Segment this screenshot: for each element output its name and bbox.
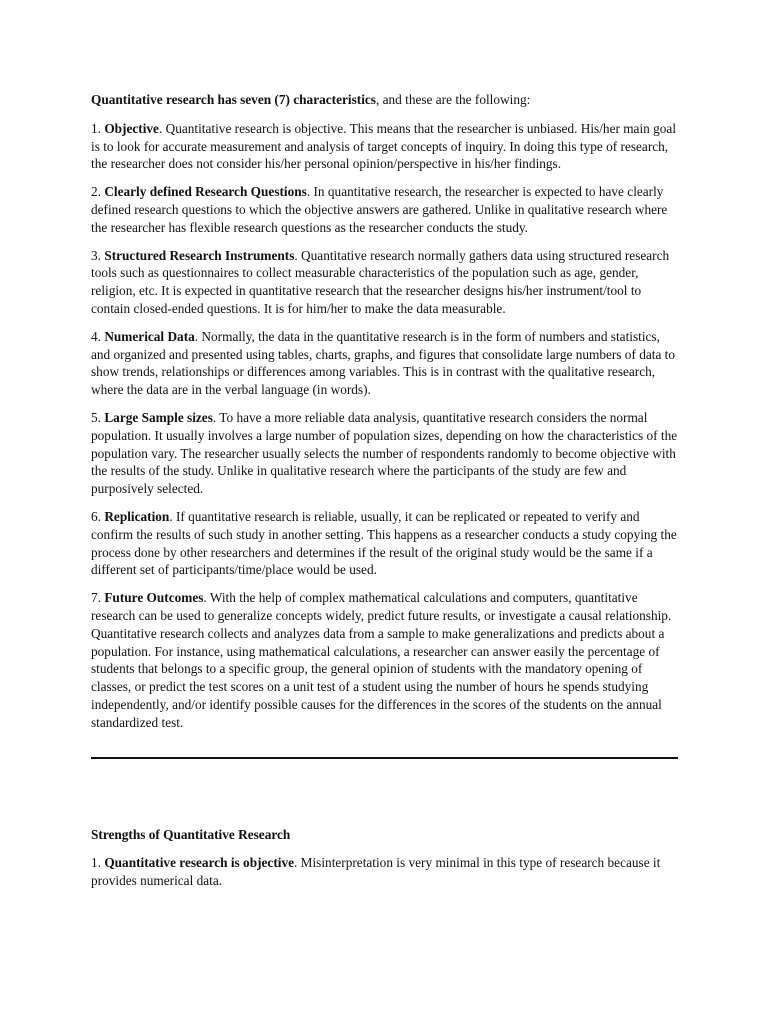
strengths-heading: Strengths of Quantitative Research	[91, 827, 291, 842]
item-title: Structured Research Instruments	[104, 247, 295, 263]
item-text: . In quantitative research, the researcher is expected to have clearly defined research questions to which the objective answers are gathered. Unlike in qualitative research where the researcher has flexible research questions as the researcher conducts the study.	[91, 184, 668, 235]
strength-item	[91, 854, 678, 890]
item-text: . Normally, the data in the quantitative research is in the form of numbers and statistics, and organized and presented using tables, charts, graphs, and figures that consolidate large numbers of data to show trends, relationships or differences among variables. This is in contrast with the qualitative research, where the data are in the verbal language (in words).	[91, 328, 676, 398]
characteristic-future-outcomes	[91, 589, 678, 731]
item-text: . Quantitative research normally gathers data using structured research tools such as questionnaires to collect measurable characteristics of the population such as age, gender, religion, etc. It is expected in quantitative research that the researcher designs his/her instrument/tool to contain closed-ended questions. It is for him/her to make the data measurable.	[91, 247, 670, 316]
document-body	[91, 91, 678, 742]
characteristic-objective	[91, 120, 678, 173]
item-title: Large Sample sizes	[104, 409, 213, 425]
intro-paragraph	[91, 91, 678, 109]
characteristic-numerical-data	[91, 328, 678, 399]
item-title: Clearly defined Research Questions	[104, 184, 307, 200]
characteristic-research-questions	[91, 183, 678, 236]
item-number: 3.	[91, 247, 101, 263]
characteristic-large-sample	[91, 409, 678, 498]
item-text: . To have a more reliable data analysis, quantitative research considers the normal population. It usually involves a large number of population sizes, depending on how the characteristics of the population vary. The researcher usually selects the number of respondents randomly to become objective with the results of the study. Unlike in qualitative research where the participants of the study are few and purposively selected.	[91, 409, 678, 497]
item-number: 4.	[91, 328, 101, 344]
item-text: . Quantitative research is objective. This means that the researcher is unbiased. His/her main goal is to look for accurate measurement and analysis of target concepts of inquiry. In doing this type of research, the researcher does not consider his/her personal opinion/perspective in his/her findings.	[91, 120, 677, 172]
item-title: Numerical Data	[104, 328, 195, 344]
strengths-section	[91, 826, 678, 899]
item-title: Replication	[104, 508, 170, 524]
item-title: Objective	[104, 120, 159, 136]
item-number: 7.	[91, 590, 101, 606]
intro-bold: Quantitative research has seven (7) characteristics	[91, 92, 376, 107]
intro-rest: , and these are the following:	[375, 92, 531, 107]
item-number: 1.	[91, 854, 101, 870]
item-text: . With the help of complex mathematical calculations and computers, quantitative research can be used to generalize concepts widely, predict future results, or investigate a causal relationship. Quantitative research collects and analyzes data from a sample to make generalizations and predicts about a population. For instance, using mathematical calculations, a researcher can answer easily the percentage of students that belongs to a specific group, the general opinion of students with the mandatory opening of classes, or predict the test scores on a unit test of a student using the number of hours he spends studying independently, and/or identify possible causes for the differences in the scores of the students on the annual standardized test.	[91, 590, 672, 730]
item-text: . If quantitative research is reliable, usually, it can be replicated or repeated to verify and confirm the results of such study in another setting. This happens as a researcher conducts a study copying the process done by other researchers and determines if the result of the original study would be the same if a different set of participants/time/place would be used.	[91, 508, 677, 578]
item-number: 6.	[91, 508, 101, 524]
item-number: 1.	[91, 120, 101, 136]
item-title: Quantitative research is objective	[104, 854, 295, 870]
horizontal-divider	[91, 757, 678, 759]
item-text: . Misinterpretation is very minimal in this type of research because it provides numerical data.	[91, 854, 661, 888]
item-number: 5.	[91, 409, 101, 425]
item-number: 2.	[91, 184, 101, 200]
item-title: Future Outcomes	[104, 590, 204, 606]
characteristic-replication	[91, 508, 678, 579]
characteristic-research-instruments	[91, 247, 678, 318]
